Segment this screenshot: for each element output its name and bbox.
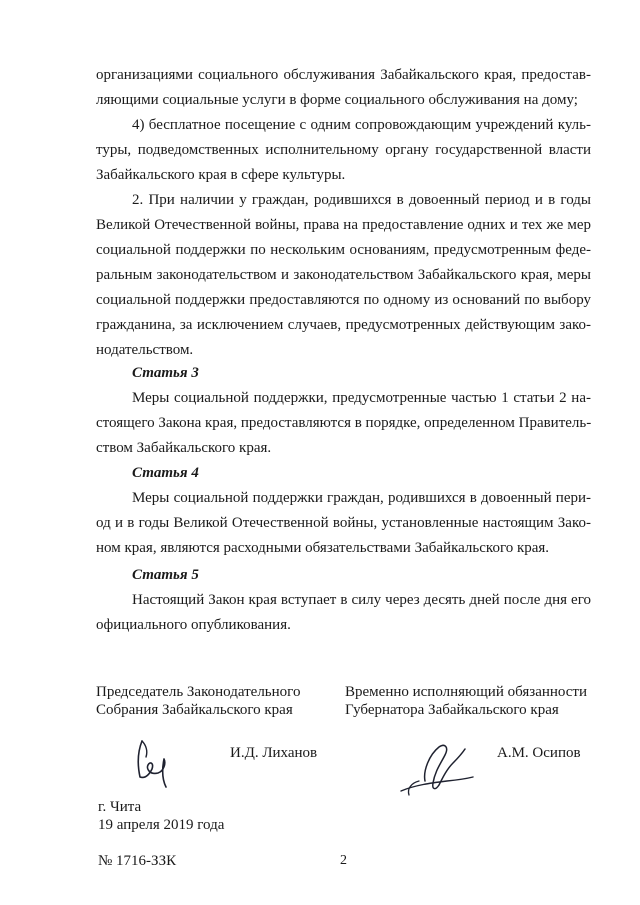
signature-right-icon <box>395 733 485 803</box>
signature-left-icon <box>128 733 188 793</box>
body-line: ляющими социальные услуги в форме социального обслуживания на дому; <box>96 92 578 108</box>
article-heading: Статья 5 <box>132 567 199 583</box>
signatory-right-title: Губернатора Забайкальского края <box>345 702 559 718</box>
body-line: ном края, являются расходными обязательствами Забайкальского края. <box>96 540 550 556</box>
body-line: Настоящий Закон края вступает в силу через десять дней после дня его <box>132 592 591 608</box>
body-line: стоящего Закона края, предоставляются в порядке, определенном Правитель- <box>96 415 592 431</box>
body-line: Забайкальского края в сфере культуры. <box>96 167 346 183</box>
signatory-right-title: Временно исполняющий обязанности <box>345 684 588 700</box>
body-line: социальной поддержки по нескольким основаниям, предусмотренным феде- <box>96 242 591 258</box>
body-line: официального опубликования. <box>96 617 291 633</box>
page-number: 2 <box>340 853 347 868</box>
body-line: ством Забайкальского края. <box>96 440 272 456</box>
body-line: 2. При наличии у граждан, родившихся в довоенный период и в годы <box>132 192 591 208</box>
body-line: организациями социального обслуживания Забайкальского края, предостав- <box>96 67 591 83</box>
body-line: Меры социальной поддержки граждан, родившихся в довоенный пери- <box>132 490 591 506</box>
signatory-left-title: Председатель Законодательного <box>96 684 301 700</box>
footer-city: г. Чита <box>98 799 142 815</box>
body-line: Меры социальной поддержки, предусмотренные частью 1 статьи 2 на- <box>132 390 591 406</box>
footer-law-number: № 1716-ЗЗК <box>98 853 177 869</box>
body-line: туры, подведомственных исполнительному органу государственной власти <box>96 142 591 158</box>
footer-date: 19 апреля 2019 года <box>98 817 225 833</box>
signatory-left-name: И.Д. Лиханов <box>230 745 318 761</box>
article-heading: Статья 4 <box>132 465 199 481</box>
body-line: од и в годы Великой Отечественной войны, установленные настоящим Зако- <box>96 515 591 531</box>
body-line: Великой Отечественной войны, права на предоставление одних и тех же мер <box>96 217 591 233</box>
body-line: 4) бесплатное посещение с одним сопровождающим учреждений куль- <box>132 117 591 133</box>
signatory-right-name: А.М. Осипов <box>497 745 581 761</box>
article-heading: Статья 3 <box>132 365 199 381</box>
body-line: гражданина, за исключением случаев, предусмотренных действующим зако- <box>96 317 591 333</box>
body-line: социальной поддержки предоставляются по одному из оснований по выбору <box>96 292 591 308</box>
body-line: ральным законодательством и законодательством Забайкальского края, меры <box>96 267 591 283</box>
signatory-left-title: Собрания Забайкальского края <box>96 702 293 718</box>
body-line: нодательством. <box>96 342 194 358</box>
